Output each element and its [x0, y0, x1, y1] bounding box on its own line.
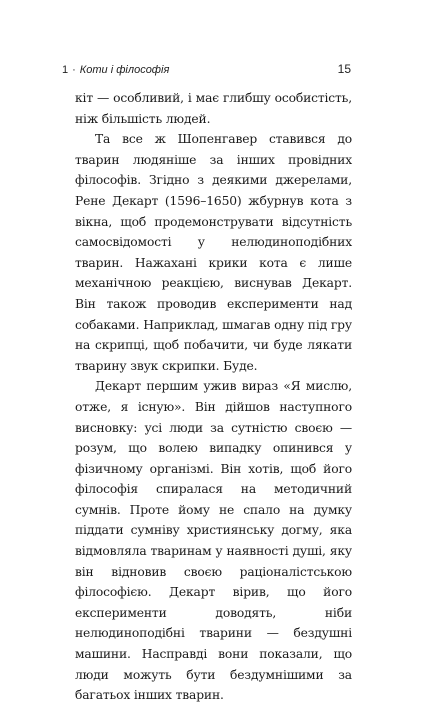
paragraph: Декарт першим ужив вираз «Я мислю, отже, я існую». Він дійшов наступного висновку: усі люди за сутністю своєю — розум, що волею випадку опинився у фізичному організмі. Він хотів, щоб його філософія спиралася на методичний сумнів. Проте йому не спало на думку піддати сумніву християнську догму, яка відмовляла тваринам у наявності душі, яку він відновив своєю раціоналістською філософією. Декарт вірив, що його експерименти доводять, ніби нелюдиноподібні тварини — бездушні машини. Насправді вони показали, що люди можуть бути бездумнішими за багатьох інших тварин. — [75, 379, 352, 703]
paragraph: Та все ж Шопенгавер ставився до тварин людяніше за інших провідних філософів. Згідно з деякими джерелами, Рене Декарт (1596–1650) жбурнув кота з вікна, щоб продемонструвати відсутність самосвідомості у нелюдиноподібних тварин. Нажахані крики кота є лише механічною реакцією, виснував Декарт. Він також проводив експерименти над собаками. Наприклад, шмагав одну під гру на скрипці, щоб побачити, чи буде лякати тварину звук скрипки. Буде. — [75, 132, 352, 373]
running-head-left — [62, 64, 169, 76]
running-head — [62, 62, 351, 78]
paragraph: кіт — особливий, і має глибшу особистість, ніж більшість людей. — [75, 91, 352, 126]
running-head-separator: · — [72, 64, 76, 76]
page-number: 15 — [337, 62, 351, 76]
chapter-number: 1 — [62, 64, 69, 76]
body-text — [75, 88, 352, 706]
chapter-title: Коти і філософія — [79, 64, 170, 76]
